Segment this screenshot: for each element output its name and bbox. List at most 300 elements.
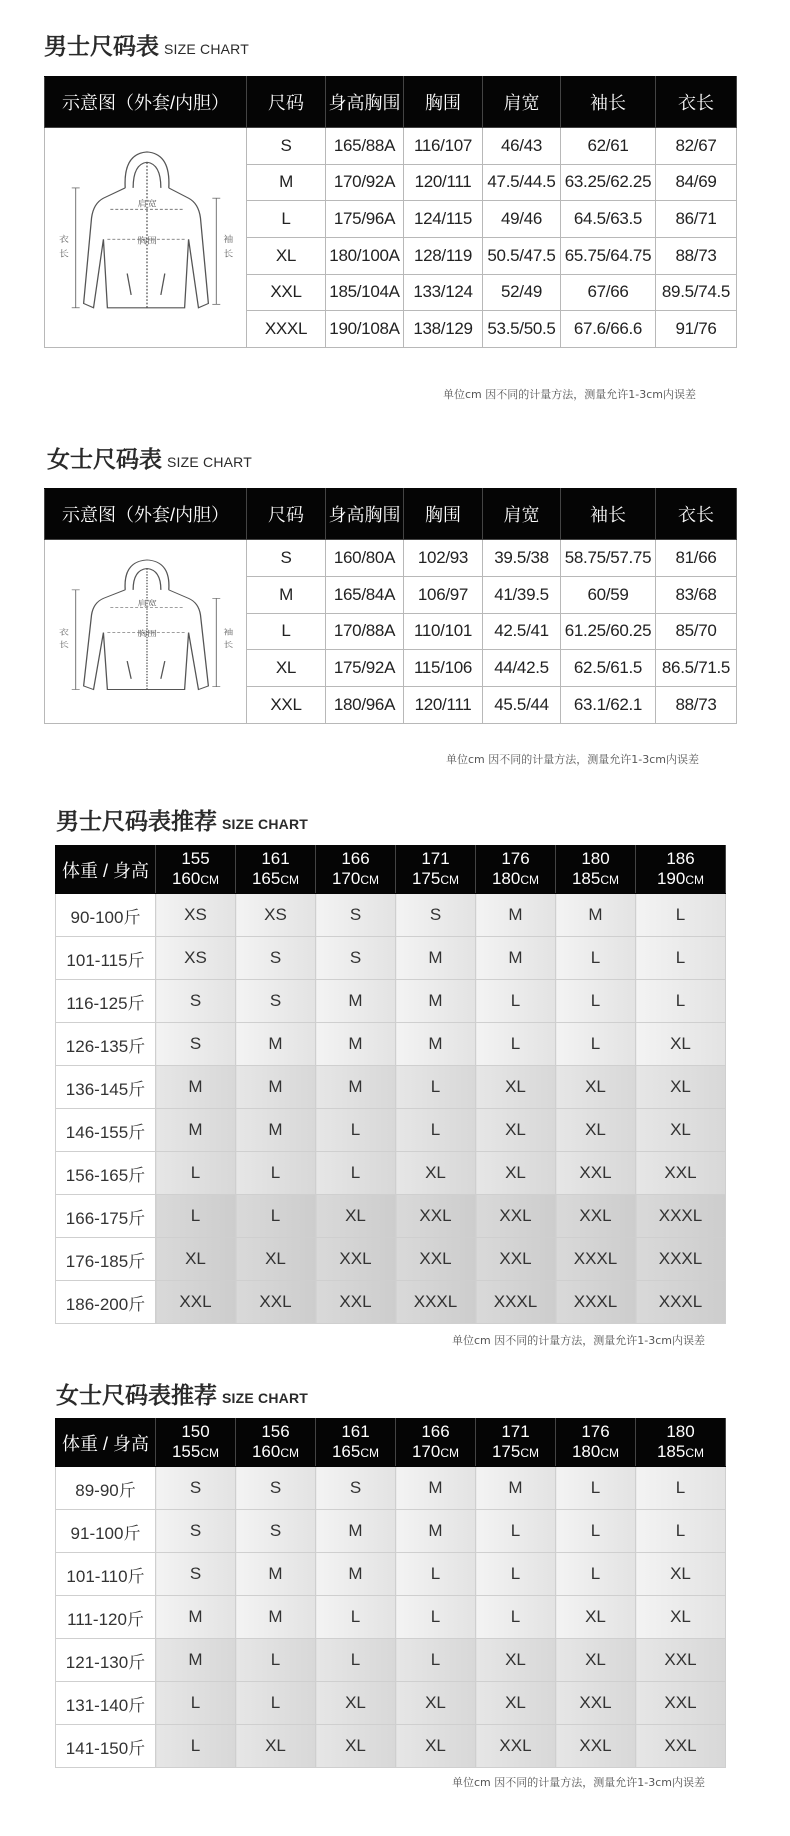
- weight-row: [56, 1682, 726, 1725]
- height-to: [636, 1442, 725, 1463]
- recommended-size-cell: L: [396, 1066, 476, 1109]
- header-sleeve: 袖长: [561, 77, 656, 128]
- height-chest-cell: 175/92A: [326, 650, 404, 687]
- recommended-size-cell: L: [556, 1467, 636, 1510]
- weight-row: [56, 894, 726, 937]
- height-to-value: 185: [656, 1442, 686, 1461]
- recommended-size-cell: L: [316, 1596, 396, 1639]
- height-from: 161: [261, 849, 290, 868]
- chest-cell: 106/97: [404, 576, 483, 613]
- chest-cell: 115/106: [404, 650, 483, 687]
- height-from: 171: [421, 849, 450, 868]
- height-chest-cell: 165/88A: [326, 128, 404, 165]
- header-height-chest: 身高胸围: [326, 77, 404, 128]
- recommended-size-cell: M: [556, 894, 636, 937]
- length-cell: 85/70: [656, 613, 737, 650]
- recommended-size-cell: XXL: [556, 1682, 636, 1725]
- weight-range-cell: 131-140斤: [56, 1682, 156, 1725]
- shoulder-cell: 53.5/50.5: [483, 311, 561, 348]
- recommended-size-cell: L: [236, 1682, 316, 1725]
- height-unit: CM: [360, 1446, 380, 1460]
- header-diagram: 示意图（外套/内胆）: [45, 77, 247, 128]
- recommended-size-cell: L: [156, 1152, 236, 1195]
- weight-row: [56, 1725, 726, 1768]
- length-label-1: 衣: [58, 234, 69, 245]
- recommended-size-cell: S: [156, 1467, 236, 1510]
- height-to: [556, 869, 635, 890]
- men-spec-header-row: [45, 77, 737, 128]
- length-label-1: 衣: [58, 628, 69, 638]
- men-size-chart-table: [44, 76, 737, 348]
- height-unit: CM: [280, 873, 300, 887]
- recommended-size-cell: M: [316, 1066, 396, 1109]
- weight-range-cell: 91-100斤: [56, 1510, 156, 1553]
- height-range-header: [396, 1419, 476, 1467]
- recommended-size-cell: L: [636, 980, 726, 1023]
- sleeve-label-1: 袖: [222, 234, 233, 245]
- recommended-size-cell: L: [396, 1639, 476, 1682]
- height-unit: CM: [685, 873, 705, 887]
- recommended-size-cell: XL: [476, 1152, 556, 1195]
- header-size: 尺码: [247, 77, 326, 128]
- men-recommend-table: [55, 845, 726, 1324]
- sleeve-cell: 62.5/61.5: [561, 650, 656, 687]
- recommended-size-cell: XXL: [236, 1281, 316, 1324]
- length-cell: 88/73: [656, 237, 737, 274]
- height-unit: CM: [685, 1446, 705, 1460]
- shoulder-label: 肩宽: [136, 199, 157, 210]
- recommended-size-cell: M: [236, 1553, 316, 1596]
- height-range-header: [636, 1419, 726, 1467]
- sleeve-cell: 65.75/64.75: [561, 237, 656, 274]
- size-cell: XL: [247, 650, 326, 687]
- chest-cell: 116/107: [404, 128, 483, 165]
- recommended-size-cell: XXL: [556, 1725, 636, 1768]
- recommended-size-cell: XXXL: [636, 1238, 726, 1281]
- women-recommend-table: [55, 1418, 726, 1768]
- recommended-size-cell: M: [316, 1023, 396, 1066]
- length-cell: 84/69: [656, 164, 737, 201]
- height-unit: CM: [520, 873, 540, 887]
- size-cell: M: [247, 164, 326, 201]
- chest-cell: 138/129: [404, 311, 483, 348]
- height-to: [156, 1442, 235, 1463]
- header-chest: 胸围: [404, 77, 483, 128]
- height-range-header: [556, 1419, 636, 1467]
- diagram-cell: [45, 540, 247, 724]
- recommended-size-cell: L: [236, 1152, 316, 1195]
- men-rec-note: 单位cm 因不同的计量方法，测量允许1-3cm内误差: [452, 1334, 705, 1347]
- recommended-size-cell: XXL: [556, 1195, 636, 1238]
- shoulder-cell: 50.5/47.5: [483, 237, 561, 274]
- recommended-size-cell: L: [316, 1109, 396, 1152]
- height-range-header: [156, 846, 236, 894]
- weight-row: [56, 1066, 726, 1109]
- men-size-chart-title: 男士尺码表 SIZE CHART: [44, 34, 249, 60]
- sleeve-cell: 63.1/62.1: [561, 687, 656, 724]
- recommended-size-cell: M: [236, 1023, 316, 1066]
- recommended-size-cell: L: [156, 1682, 236, 1725]
- recommended-size-cell: L: [236, 1639, 316, 1682]
- recommended-size-cell: M: [236, 1596, 316, 1639]
- weight-range-cell: 141-150斤: [56, 1725, 156, 1768]
- header-size: 尺码: [247, 489, 326, 540]
- recommended-size-cell: XXXL: [396, 1281, 476, 1324]
- shoulder-cell: 45.5/44: [483, 687, 561, 724]
- height-to: [556, 1442, 635, 1463]
- recommended-size-cell: S: [316, 937, 396, 980]
- recommended-size-cell: XL: [476, 1639, 556, 1682]
- height-to: [316, 1442, 395, 1463]
- weight-range-cell: 101-115斤: [56, 937, 156, 980]
- height-to-value: 160: [171, 869, 201, 888]
- sleeve-cell: 62/61: [561, 128, 656, 165]
- height-to: [396, 869, 475, 890]
- recommended-size-cell: XXL: [636, 1639, 726, 1682]
- sleeve-label-1: 袖: [222, 628, 233, 638]
- sleeve-label-2: 长: [222, 641, 233, 650]
- weight-row: [56, 1152, 726, 1195]
- header-sleeve: 袖长: [561, 489, 656, 540]
- recommended-size-cell: L: [556, 1553, 636, 1596]
- height-to: [476, 869, 555, 890]
- recommended-size-cell: M: [236, 1109, 316, 1152]
- height-from: 186: [666, 849, 695, 868]
- recommended-size-cell: XL: [636, 1553, 726, 1596]
- weight-range-cell: 156-165斤: [56, 1152, 156, 1195]
- sleeve-cell: 67/66: [561, 274, 656, 311]
- weight-row: [56, 1510, 726, 1553]
- recommended-size-cell: M: [156, 1109, 236, 1152]
- recommended-size-cell: XXXL: [636, 1195, 726, 1238]
- header-chest: 胸围: [404, 489, 483, 540]
- size-cell: S: [247, 540, 326, 577]
- height-to: [156, 869, 235, 890]
- weight-range-cell: 116-125斤: [56, 980, 156, 1023]
- recommended-size-cell: L: [316, 1639, 396, 1682]
- shoulder-cell: 46/43: [483, 128, 561, 165]
- height-to: [636, 869, 725, 890]
- recommended-size-cell: S: [156, 1510, 236, 1553]
- header-length: 衣长: [656, 77, 737, 128]
- recommended-size-cell: M: [156, 1596, 236, 1639]
- height-range-header: [236, 846, 316, 894]
- recommended-size-cell: XXXL: [636, 1281, 726, 1324]
- length-label-2: 长: [58, 641, 69, 650]
- height-from: 180: [666, 1422, 695, 1441]
- recommended-size-cell: XL: [556, 1639, 636, 1682]
- weight-range-cell: 121-130斤: [56, 1639, 156, 1682]
- height-range-header: [156, 1419, 236, 1467]
- recommended-size-cell: L: [476, 1596, 556, 1639]
- recommended-size-cell: XL: [556, 1109, 636, 1152]
- height-to-value: 180: [491, 869, 521, 888]
- height-to-value: 165: [331, 1442, 361, 1461]
- height-to-value: 165: [251, 869, 281, 888]
- women-spec-note: 单位cm 因不同的计量方法，测量允许1-3cm内误差: [446, 753, 699, 766]
- length-cell: 82/67: [656, 128, 737, 165]
- recommended-size-cell: XXL: [636, 1682, 726, 1725]
- height-from: 161: [341, 1422, 370, 1441]
- height-unit: CM: [600, 873, 620, 887]
- height-to-value: 170: [331, 869, 361, 888]
- height-to: [476, 1442, 555, 1463]
- recommended-size-cell: L: [316, 1152, 396, 1195]
- recommended-size-cell: S: [156, 980, 236, 1023]
- recommended-size-cell: XS: [156, 937, 236, 980]
- recommended-size-cell: M: [396, 1467, 476, 1510]
- height-from: 176: [501, 849, 530, 868]
- weight-row: [56, 1023, 726, 1066]
- weight-height-corner: 体重 / 身高: [56, 846, 156, 894]
- sleeve-label-2: 长: [222, 249, 233, 260]
- recommended-size-cell: XXL: [476, 1195, 556, 1238]
- size-cell: M: [247, 576, 326, 613]
- women-rec-note: 单位cm 因不同的计量方法，测量允许1-3cm内误差: [452, 1776, 705, 1789]
- recommended-size-cell: XXL: [636, 1725, 726, 1768]
- height-to: [236, 1442, 315, 1463]
- recommended-size-cell: L: [556, 1510, 636, 1553]
- size-cell: L: [247, 613, 326, 650]
- height-chest-cell: 170/92A: [326, 164, 404, 201]
- height-to-value: 175: [411, 869, 441, 888]
- recommended-size-cell: XL: [396, 1152, 476, 1195]
- recommended-size-cell: S: [236, 937, 316, 980]
- recommended-size-cell: XL: [316, 1725, 396, 1768]
- height-chest-cell: 180/100A: [326, 237, 404, 274]
- recommended-size-cell: XXL: [476, 1725, 556, 1768]
- rec-header-row: [56, 1419, 726, 1467]
- weight-row: [56, 1281, 726, 1324]
- weight-row: [56, 937, 726, 980]
- height-from: 150: [181, 1422, 210, 1441]
- recommended-size-cell: XXXL: [476, 1281, 556, 1324]
- weight-range-cell: 111-120斤: [56, 1596, 156, 1639]
- sleeve-cell: 60/59: [561, 576, 656, 613]
- recommended-size-cell: L: [476, 1553, 556, 1596]
- recommended-size-cell: L: [236, 1195, 316, 1238]
- size-cell: XXXL: [247, 311, 326, 348]
- chest-cell: 102/93: [404, 540, 483, 577]
- weight-range-cell: 186-200斤: [56, 1281, 156, 1324]
- height-unit: CM: [440, 873, 460, 887]
- height-range-header: [476, 846, 556, 894]
- chest-label: 胸围: [136, 630, 157, 639]
- header-diagram: 示意图（外套/内胆）: [45, 489, 247, 540]
- recommended-size-cell: L: [396, 1109, 476, 1152]
- rec-header-row: [56, 846, 726, 894]
- recommended-size-cell: M: [316, 980, 396, 1023]
- chest-cell: 133/124: [404, 274, 483, 311]
- weight-row: [56, 1553, 726, 1596]
- size-cell: XXL: [247, 274, 326, 311]
- recommended-size-cell: L: [556, 980, 636, 1023]
- recommended-size-cell: M: [156, 1639, 236, 1682]
- recommended-size-cell: XL: [636, 1023, 726, 1066]
- height-to-value: 175: [491, 1442, 521, 1461]
- recommended-size-cell: L: [636, 1510, 726, 1553]
- recommended-size-cell: XXXL: [556, 1281, 636, 1324]
- weight-row: [56, 980, 726, 1023]
- height-to-value: 170: [411, 1442, 441, 1461]
- height-from: 155: [181, 849, 210, 868]
- header-height-chest: 身高胸围: [326, 489, 404, 540]
- weight-row: [56, 1109, 726, 1152]
- recommended-size-cell: L: [156, 1725, 236, 1768]
- recommended-size-cell: L: [556, 937, 636, 980]
- jacket-diagram-icon: [46, 128, 246, 342]
- men-spec-note: 单位cm 因不同的计量方法，测量允许1-3cm内误差: [443, 388, 696, 401]
- recommended-size-cell: M: [396, 1510, 476, 1553]
- recommended-size-cell: S: [236, 1467, 316, 1510]
- height-chest-cell: 190/108A: [326, 311, 404, 348]
- recommended-size-cell: L: [556, 1023, 636, 1066]
- recommended-size-cell: S: [316, 1467, 396, 1510]
- recommended-size-cell: M: [476, 894, 556, 937]
- recommended-size-cell: S: [236, 1510, 316, 1553]
- weight-range-cell: 89-90斤: [56, 1467, 156, 1510]
- size-cell: XXL: [247, 687, 326, 724]
- weight-range-cell: 166-175斤: [56, 1195, 156, 1238]
- length-cell: 91/76: [656, 311, 737, 348]
- shoulder-cell: 42.5/41: [483, 613, 561, 650]
- recommended-size-cell: M: [396, 980, 476, 1023]
- women-size-chart-table: [44, 488, 737, 724]
- weight-range-cell: 176-185斤: [56, 1238, 156, 1281]
- recommended-size-cell: L: [396, 1596, 476, 1639]
- recommended-size-cell: S: [156, 1023, 236, 1066]
- chest-label: 胸围: [136, 236, 157, 247]
- weight-row: [56, 1596, 726, 1639]
- recommended-size-cell: XL: [476, 1066, 556, 1109]
- recommended-size-cell: XXL: [636, 1152, 726, 1195]
- weight-row: [56, 1639, 726, 1682]
- recommended-size-cell: XL: [316, 1682, 396, 1725]
- recommended-size-cell: M: [396, 1023, 476, 1066]
- shoulder-cell: 39.5/38: [483, 540, 561, 577]
- recommended-size-cell: M: [316, 1553, 396, 1596]
- length-cell: 89.5/74.5: [656, 274, 737, 311]
- recommended-size-cell: XL: [316, 1195, 396, 1238]
- recommended-size-cell: S: [236, 980, 316, 1023]
- shoulder-cell: 52/49: [483, 274, 561, 311]
- recommended-size-cell: XL: [236, 1725, 316, 1768]
- jacket-diagram-icon: [46, 540, 246, 718]
- height-to-value: 190: [656, 869, 686, 888]
- weight-range-cell: 136-145斤: [56, 1066, 156, 1109]
- recommended-size-cell: S: [316, 894, 396, 937]
- height-range-header: [396, 846, 476, 894]
- shoulder-cell: 44/42.5: [483, 650, 561, 687]
- size-row: [45, 540, 737, 577]
- recommended-size-cell: L: [156, 1195, 236, 1238]
- recommended-size-cell: XL: [636, 1596, 726, 1639]
- height-from: 166: [341, 849, 370, 868]
- header-shoulder: 肩宽: [483, 77, 561, 128]
- recommended-size-cell: XL: [556, 1596, 636, 1639]
- recommended-size-cell: XXL: [316, 1281, 396, 1324]
- recommended-size-cell: L: [636, 1467, 726, 1510]
- recommended-size-cell: XXL: [156, 1281, 236, 1324]
- recommended-size-cell: XL: [556, 1066, 636, 1109]
- chest-cell: 120/111: [404, 164, 483, 201]
- women-size-chart-title: 女士尺码表 SIZE CHART: [47, 447, 252, 473]
- recommended-size-cell: XXL: [396, 1238, 476, 1281]
- recommended-size-cell: XL: [396, 1682, 476, 1725]
- length-cell: 83/68: [656, 576, 737, 613]
- length-cell: 88/73: [656, 687, 737, 724]
- sleeve-cell: 61.25/60.25: [561, 613, 656, 650]
- height-to-value: 160: [251, 1442, 281, 1461]
- height-unit: CM: [200, 1446, 220, 1460]
- height-unit: CM: [200, 873, 220, 887]
- sleeve-cell: 63.25/62.25: [561, 164, 656, 201]
- size-cell: S: [247, 128, 326, 165]
- recommended-size-cell: L: [476, 980, 556, 1023]
- recommended-size-cell: XL: [636, 1066, 726, 1109]
- height-from: 166: [421, 1422, 450, 1441]
- height-from: 156: [261, 1422, 290, 1441]
- men-recommend-title: 男士尺码表推荐 SIZE CHART: [56, 809, 308, 835]
- weight-row: [56, 1238, 726, 1281]
- chest-cell: 120/111: [404, 687, 483, 724]
- sleeve-cell: 58.75/57.75: [561, 540, 656, 577]
- header-length: 衣长: [656, 489, 737, 540]
- height-chest-cell: 180/96A: [326, 687, 404, 724]
- recommended-size-cell: M: [476, 937, 556, 980]
- women-recommend-title: 女士尺码表推荐 SIZE CHART: [56, 1383, 308, 1409]
- chest-cell: 128/119: [404, 237, 483, 274]
- length-cell: 81/66: [656, 540, 737, 577]
- height-range-header: [316, 846, 396, 894]
- height-range-header: [476, 1419, 556, 1467]
- shoulder-cell: 41/39.5: [483, 576, 561, 613]
- women-spec-header-row: [45, 489, 737, 540]
- weight-range-cell: 126-135斤: [56, 1023, 156, 1066]
- height-chest-cell: 170/88A: [326, 613, 404, 650]
- recommended-size-cell: M: [396, 937, 476, 980]
- length-cell: 86.5/71.5: [656, 650, 737, 687]
- height-to: [316, 869, 395, 890]
- recommended-size-cell: XXL: [556, 1152, 636, 1195]
- sleeve-cell: 67.6/66.6: [561, 311, 656, 348]
- height-from: 176: [581, 1422, 610, 1441]
- height-chest-cell: 175/96A: [326, 201, 404, 238]
- height-unit: CM: [520, 1446, 540, 1460]
- recommended-size-cell: XL: [396, 1725, 476, 1768]
- height-unit: CM: [360, 873, 380, 887]
- recommended-size-cell: L: [396, 1553, 476, 1596]
- sleeve-cell: 64.5/63.5: [561, 201, 656, 238]
- chest-cell: 110/101: [404, 613, 483, 650]
- length-label-2: 长: [58, 249, 69, 260]
- height-unit: CM: [600, 1446, 620, 1460]
- recommended-size-cell: L: [636, 894, 726, 937]
- recommended-size-cell: M: [156, 1066, 236, 1109]
- height-range-header: [236, 1419, 316, 1467]
- diagram-cell: [45, 128, 247, 348]
- height-unit: CM: [440, 1446, 460, 1460]
- height-from: 171: [501, 1422, 530, 1441]
- recommended-size-cell: M: [316, 1510, 396, 1553]
- height-chest-cell: 165/84A: [326, 576, 404, 613]
- recommended-size-cell: XS: [156, 894, 236, 937]
- height-to-value: 155: [171, 1442, 201, 1461]
- recommended-size-cell: XXL: [476, 1238, 556, 1281]
- shoulder-cell: 47.5/44.5: [483, 164, 561, 201]
- recommended-size-cell: XL: [156, 1238, 236, 1281]
- weight-height-corner: 体重 / 身高: [56, 1419, 156, 1467]
